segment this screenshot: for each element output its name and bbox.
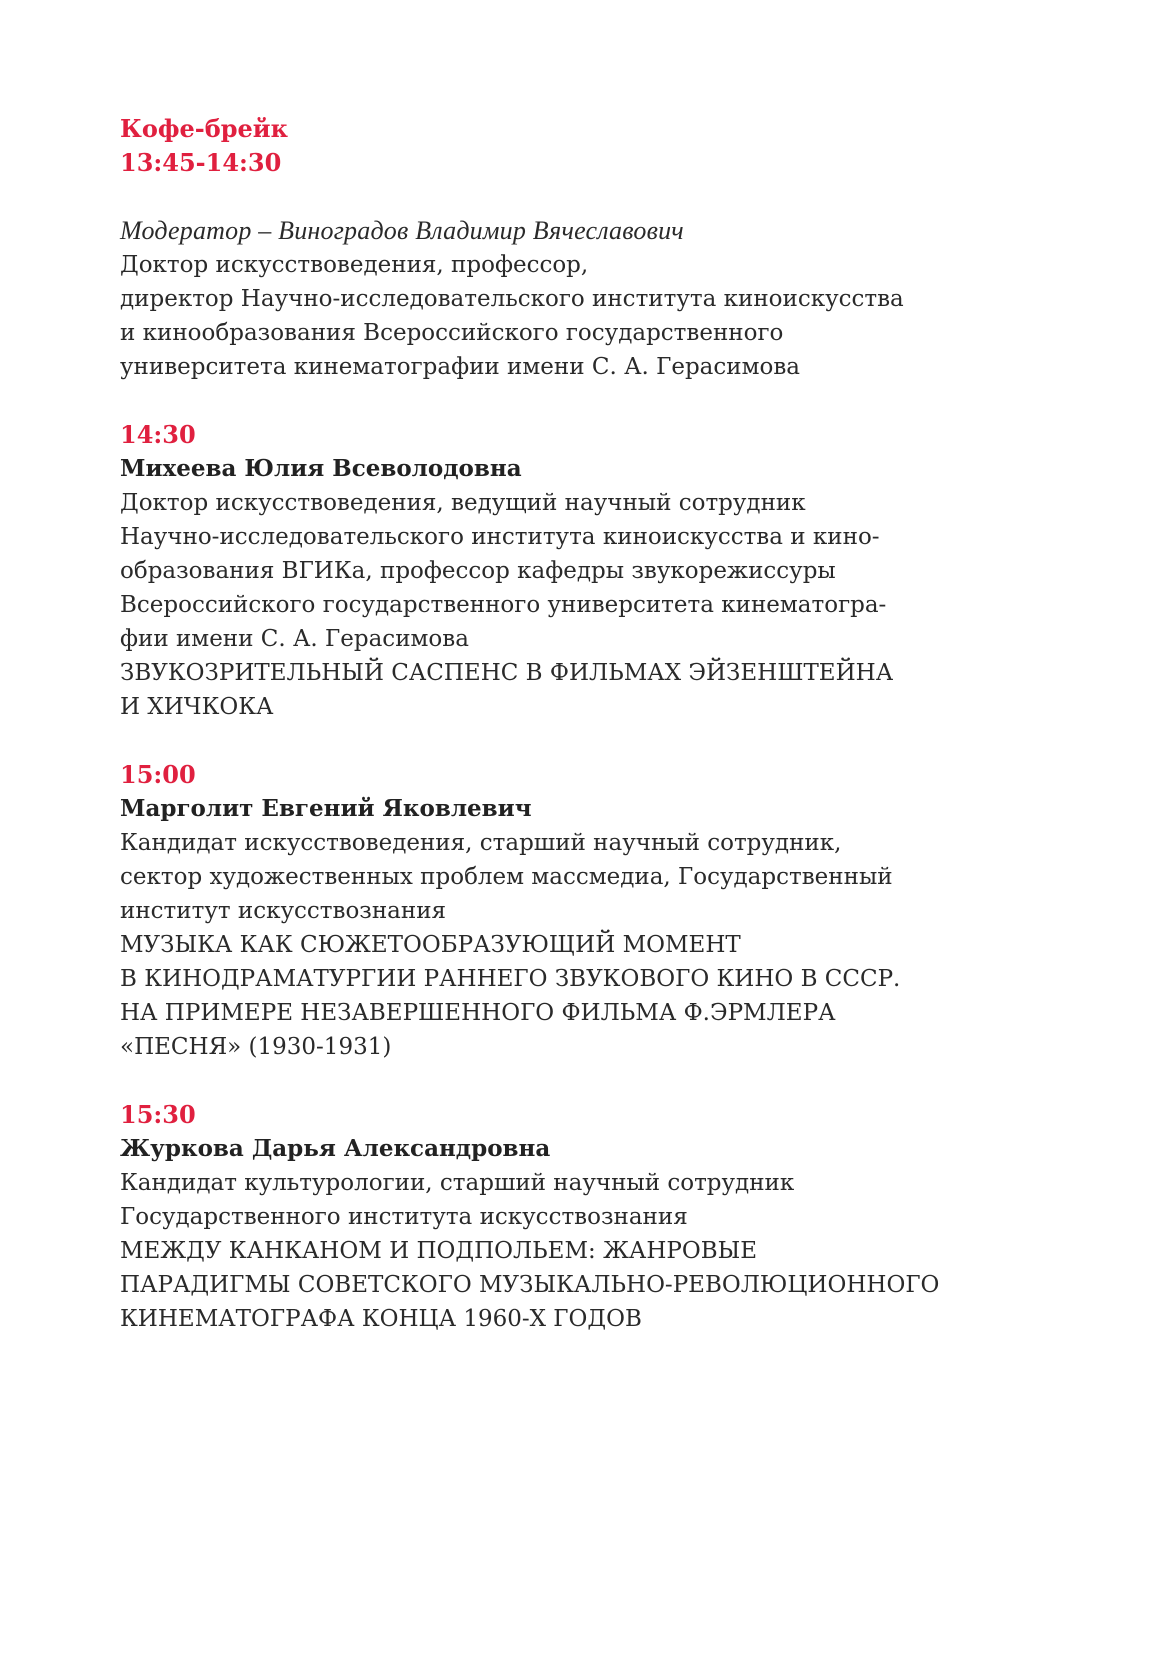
speaker-bio-line: фии имени С. А. Герасимова — [120, 626, 469, 652]
talk-title-line: КИНЕМАТОГРАФА КОНЦА 1960-Х ГОДОВ — [120, 1306, 642, 1332]
speaker-bio-line: Кандидат искусствоведения, старший научный сотрудник, — [120, 830, 842, 856]
speaker-bio-line: сектор художественных проблем массмедиа, Государственный — [120, 864, 893, 890]
talk-title-line: ЗВУКОЗРИТЕЛЬНЫЙ САСПЕНС В ФИЛЬМАХ ЭЙЗЕНШТЕЙНА — [120, 660, 894, 686]
speaker-bio-line: Государственного института искусствознания — [120, 1204, 688, 1230]
speaker-bio-line: Доктор искусствоведения, ведущий научный сотрудник — [120, 490, 806, 516]
speaker-bio-line: образования ВГИКа, профессор кафедры звукорежиссуры — [120, 558, 836, 584]
session-2 — [120, 758, 1020, 1064]
speaker-name: Михеева Юлия Всеволодовна — [120, 455, 522, 482]
moderator-bio-line: Доктор искусствоведения, профессор, — [120, 252, 589, 278]
talk-title-line: В КИНОДРАМАТУРГИИ РАННЕГО ЗВУКОВОГО КИНО В СССР. — [120, 966, 901, 992]
talk-title-line: МУЗЫКА КАК СЮЖЕТООБРАЗУЮЩИЙ МОМЕНТ — [120, 932, 741, 958]
speaker-bio-line: Научно-исследовательского института киноискусства и кино- — [120, 524, 880, 550]
coffee-break-title: Кофе-брейк — [120, 114, 288, 143]
talk-title-line: «ПЕСНЯ» (1930-1931) — [120, 1034, 392, 1060]
speaker-name: Журкова Дарья Александровна — [120, 1135, 551, 1162]
moderator-block — [120, 214, 1020, 384]
talk-title-line: МЕЖДУ КАНКАНОМ И ПОДПОЛЬЕМ: ЖАНРОВЫЕ — [120, 1238, 758, 1264]
moderator-bio-line: директор Научно-исследовательского института киноискусства — [120, 286, 904, 312]
coffee-break-time: 13:45-14:30 — [120, 148, 282, 177]
session-time: 15:30 — [120, 1100, 196, 1129]
talk-title-line: И ХИЧКОКА — [120, 694, 274, 720]
talk-title-line: ПАРАДИГМЫ СОВЕТСКОГО МУЗЫКАЛЬНО-РЕВОЛЮЦИОННОГО — [120, 1272, 940, 1298]
moderator-bio-line: университета кинематографии имени С. А. Герасимова — [120, 354, 800, 380]
moderator-label: Модератор – Виноградов Владимир Вячеславович — [120, 216, 684, 245]
session-time: 14:30 — [120, 420, 196, 449]
session-1 — [120, 418, 1020, 724]
speaker-bio-line: Кандидат культурологии, старший научный сотрудник — [120, 1170, 795, 1196]
program-page — [120, 112, 1020, 1336]
session-3 — [120, 1098, 1020, 1336]
moderator-bio-line: и кинообразования Всероссийского государственного — [120, 320, 784, 346]
speaker-bio-line: Всероссийского государственного университета кинематогра- — [120, 592, 887, 618]
speaker-bio-line: институт искусствознания — [120, 898, 447, 924]
talk-title-line: НА ПРИМЕРЕ НЕЗАВЕРШЕННОГО ФИЛЬМА Ф.ЭРМЛЕРА — [120, 1000, 836, 1026]
speaker-name: Марголит Евгений Яковлевич — [120, 795, 532, 822]
session-time: 15:00 — [120, 760, 196, 789]
coffee-break — [120, 112, 1020, 180]
